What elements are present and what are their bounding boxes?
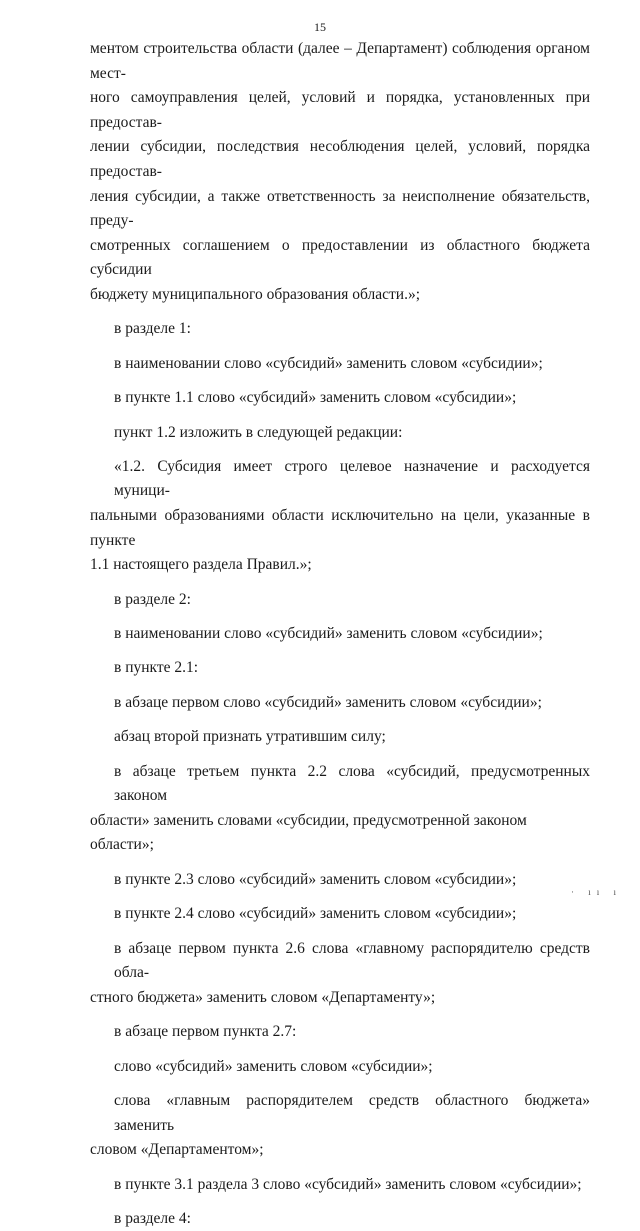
text-line: 1.1 настоящего раздела Правил.»; xyxy=(90,556,312,574)
text-line: слово «субсидий» заменить словом «субсидии»; xyxy=(114,1057,433,1075)
text-line: области» заменить словами «субсидии, предусмотренной законом области»; xyxy=(90,811,527,854)
text-line: в пункте 2.1: xyxy=(114,659,199,677)
text-line: пункт 1.2 изложить в следующей редакции: xyxy=(114,423,403,441)
text-line: в абзаце первом слово «субсидий» заменить словом «субсидии»; xyxy=(114,693,542,711)
text-line: лении субсидии, последствия несоблюдения целей, условий, порядка предостав- xyxy=(90,138,590,180)
text-line: бюджету муниципального образования области.»; xyxy=(90,285,421,303)
text-line: в пункте 1.1 слово «субсидий» заменить словом «субсидии»; xyxy=(114,389,517,407)
text-line: в абзаце первом пункта 2.6 слова «главному распорядителю средств обла- xyxy=(114,939,590,982)
text-line: в наименовании слово «субсидий» заменить словом «субсидии»; xyxy=(114,354,543,372)
text-line: смотренных соглашением о предоставлении из областного бюджета субсидии xyxy=(90,236,590,279)
text-line: «1.2. Субсидия имеет строго целевое назначение и расходуется муници- xyxy=(114,457,590,500)
text-line: в наименовании слово «субсидий» заменить словом «субсидии»; xyxy=(114,625,543,643)
text-line: в абзаце третьем пункта 2.2 слова «субсидий, предусмотренных законом xyxy=(114,762,590,805)
text-line: в абзаце первом пункта 2.7: xyxy=(114,1023,297,1041)
text-line: в разделе 2: xyxy=(114,590,191,608)
text-line: ного самоуправления целей, условий и порядка, установленных при предостав- xyxy=(90,89,590,131)
text-line: словом «Департаментом»; xyxy=(90,1141,264,1159)
document-body xyxy=(90,37,590,1231)
text-line: ментом строительства области (далее – Департамент) соблюдения органом мест- xyxy=(90,40,590,82)
text-line: слова «главным распорядителем средств областного бюджета» заменить xyxy=(114,1091,590,1134)
text-line: в пункте 3.1 раздела 3 слово «субсидий» заменить словом «субсидии»; xyxy=(114,1175,582,1193)
text-line: в пункте 2.4 слово «субсидий» заменить словом «субсидии»; xyxy=(114,905,517,923)
page-number: 15 xyxy=(314,20,326,34)
text-line: в разделе 1: xyxy=(114,320,191,338)
text-line: стного бюджета» заменить словом «Департаменту»; xyxy=(90,988,436,1006)
text-line: абзац второй признать утратившим силу; xyxy=(114,728,386,746)
scan-artifact-marks: · ıı ı xyxy=(571,887,622,897)
text-line: пальными образованиями области исключительно на цели, указанные в пункте xyxy=(90,507,590,549)
text-line: в пункте 2.3 слово «субсидий» заменить словом «субсидии»; xyxy=(114,870,517,888)
text-line: ления субсидии, а также ответственность за неисполнение обязательств, преду- xyxy=(90,187,590,230)
text-line: в разделе 4: xyxy=(114,1209,191,1227)
